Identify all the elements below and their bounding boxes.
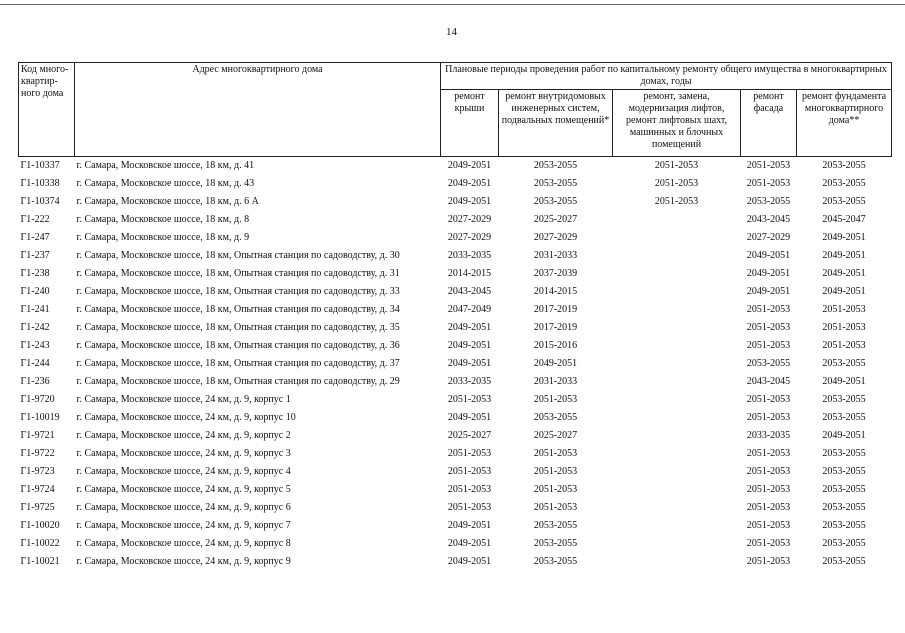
cell-roof: 2033-2035 (447, 250, 492, 261)
cell-lifts (613, 391, 741, 409)
cell-foundation: 2049-2051 (822, 268, 866, 279)
cell-facade: 2043-2045 (746, 376, 791, 387)
cell-internal-systems: 2014-2015 (533, 286, 578, 297)
cell-internal-systems: 2053-2055 (533, 556, 578, 567)
cell-roof: 2049-2051 (447, 160, 492, 171)
cell-facade: 2053-2055 (746, 358, 791, 369)
cell-roof: 2049-2051 (447, 556, 492, 567)
cell-facade: 2051-2053 (746, 178, 791, 189)
table-row (19, 193, 892, 211)
cell-internal-systems: 2053-2055 (533, 412, 578, 423)
cell-foundation: 2051-2053 (822, 304, 866, 315)
cell-facade: 2033-2035 (746, 430, 791, 441)
cell-code: Г1-240 (20, 286, 50, 297)
cell-lifts (613, 229, 741, 247)
cell-lifts (613, 337, 741, 355)
table-row (19, 247, 892, 265)
cell-code: Г1-10020 (20, 520, 60, 531)
cell-foundation: 2053-2055 (822, 412, 866, 423)
cell-lifts (613, 247, 741, 265)
cell-facade: 2051-2053 (746, 556, 791, 567)
table-row (19, 283, 892, 301)
cell-facade: 2043-2045 (746, 214, 791, 225)
cell-roof: 2049-2051 (447, 412, 492, 423)
cell-foundation: 2053-2055 (822, 520, 866, 531)
cell-code: Г1-9724 (20, 484, 55, 495)
table-row (19, 175, 892, 193)
cell-roof: 2051-2053 (447, 502, 492, 513)
cell-facade: 2051-2053 (746, 448, 791, 459)
cell-roof: 2051-2053 (447, 394, 492, 405)
cell-address: г. Самара, Московское шоссе, 18 км, д. 9 (76, 232, 250, 243)
table-row (19, 517, 892, 535)
table-row (19, 373, 892, 391)
cell-lifts (613, 427, 741, 445)
cell-address: г. Самара, Московское шоссе, 18 км, д. 43 (76, 178, 255, 189)
cell-address: г. Самара, Московское шоссе, 24 км, д. 9, корпус 4 (76, 466, 291, 477)
cell-address: г. Самара, Московское шоссе, 18 км, Опытная станция по садоводству, д. 37 (76, 358, 400, 369)
cell-lifts (613, 211, 741, 229)
header-internal-systems: ремонт внутридомовых инженерных систем, подвальных помещений* (499, 90, 613, 157)
header-roof: ремонт крыши (441, 90, 499, 157)
cell-foundation: 2053-2055 (822, 466, 866, 477)
cell-facade: 2051-2053 (746, 394, 791, 405)
cell-roof: 2049-2051 (447, 322, 492, 333)
top-rule (0, 4, 905, 5)
table-row (19, 211, 892, 229)
cell-foundation: 2045-2047 (822, 214, 866, 225)
cell-internal-systems: 2053-2055 (533, 178, 578, 189)
cell-code: Г1-10022 (20, 538, 60, 549)
cell-roof: 2043-2045 (447, 286, 492, 297)
cell-internal-systems: 2053-2055 (533, 538, 578, 549)
table-row (19, 355, 892, 373)
cell-internal-systems: 2051-2053 (533, 502, 578, 513)
cell-address: г. Самара, Московское шоссе, 24 км, д. 9, корпус 9 (76, 556, 291, 567)
cell-lifts (613, 517, 741, 535)
cell-foundation: 2053-2055 (822, 502, 866, 513)
cell-address: г. Самара, Московское шоссе, 18 км, д. 41 (76, 160, 255, 171)
cell-address: г. Самара, Московское шоссе, 18 км, Опытная станция по садоводству, д. 30 (76, 250, 400, 261)
cell-code: Г1-10374 (20, 196, 60, 207)
cell-code: Г1-243 (20, 340, 50, 351)
cell-facade: 2051-2053 (746, 304, 791, 315)
cell-facade: 2051-2053 (746, 502, 791, 513)
cell-address: г. Самара, Московское шоссе, 24 км, д. 9, корпус 8 (76, 538, 291, 549)
cell-address: г. Самара, Московское шоссе, 18 км, Опытная станция по садоводству, д. 31 (76, 268, 400, 279)
cell-roof: 2051-2053 (447, 484, 492, 495)
cell-internal-systems: 2053-2055 (533, 520, 578, 531)
cell-address: г. Самара, Московское шоссе, 18 км, д. 8 (76, 214, 250, 225)
cell-facade: 2051-2053 (746, 412, 791, 423)
cell-code: Г1-9722 (20, 448, 55, 459)
cell-code: Г1-9723 (20, 466, 55, 477)
cell-lifts (613, 355, 741, 373)
table-row (19, 499, 892, 517)
cell-lifts (613, 283, 741, 301)
table-row (19, 229, 892, 247)
cell-roof: 2027-2029 (447, 214, 492, 225)
cell-address: г. Самара, Московское шоссе, 18 км, Опытная станция по садоводству, д. 36 (76, 340, 400, 351)
cell-foundation: 2053-2055 (822, 178, 866, 189)
cell-code: Г1-247 (20, 232, 50, 243)
cell-internal-systems: 2027-2029 (533, 232, 578, 243)
cell-address: г. Самара, Московское шоссе, 24 км, д. 9, корпус 10 (76, 412, 296, 423)
cell-lifts (613, 553, 741, 571)
table-row (19, 319, 892, 337)
header-code: Код много-квартир-ного дома (19, 63, 75, 157)
table-row (19, 301, 892, 319)
cell-internal-systems: 2053-2055 (533, 160, 578, 171)
cell-lifts (613, 409, 741, 427)
cell-facade: 2049-2051 (746, 268, 791, 279)
cell-foundation: 2053-2055 (822, 538, 866, 549)
cell-address: г. Самара, Московское шоссе, 18 км, Опытная станция по садоводству, д. 34 (76, 304, 400, 315)
cell-facade: 2051-2053 (746, 484, 791, 495)
cell-address: г. Самара, Московское шоссе, 24 км, д. 9, корпус 2 (76, 430, 291, 441)
cell-address: г. Самара, Московское шоссе, 24 км, д. 9, корпус 3 (76, 448, 291, 459)
cell-roof: 2047-2049 (447, 304, 492, 315)
cell-facade: 2027-2029 (746, 232, 791, 243)
cell-roof: 2051-2053 (447, 466, 492, 477)
table-row (19, 535, 892, 553)
cell-internal-systems: 2017-2019 (533, 304, 578, 315)
cell-facade: 2051-2053 (746, 160, 791, 171)
cell-address: г. Самара, Московское шоссе, 24 км, д. 9, корпус 1 (76, 394, 291, 405)
cell-internal-systems: 2051-2053 (533, 448, 578, 459)
cell-foundation: 2053-2055 (822, 358, 866, 369)
cell-address: г. Самара, Московское шоссе, 18 км, д. 6 А (76, 196, 259, 207)
cell-internal-systems: 2015-2016 (533, 340, 578, 351)
cell-code: Г1-242 (20, 322, 50, 333)
table-row (19, 553, 892, 571)
cell-foundation: 2049-2051 (822, 232, 866, 243)
cell-internal-systems: 2051-2053 (533, 394, 578, 405)
cell-foundation: 2051-2053 (822, 340, 866, 351)
cell-code: Г1-9725 (20, 502, 55, 513)
cell-roof: 2051-2053 (447, 448, 492, 459)
cell-roof: 2025-2027 (447, 430, 492, 441)
cell-facade: 2053-2055 (746, 196, 791, 207)
cell-internal-systems: 2017-2019 (533, 322, 578, 333)
cell-internal-systems: 2051-2053 (533, 466, 578, 477)
cell-roof: 2033-2035 (447, 376, 492, 387)
cell-lifts (613, 445, 741, 463)
cell-foundation: 2049-2051 (822, 250, 866, 261)
cell-code: Г1-222 (20, 214, 50, 225)
cell-internal-systems: 2031-2033 (533, 376, 578, 387)
cell-code: Г1-241 (20, 304, 50, 315)
table-row (19, 445, 892, 463)
table-row (19, 157, 892, 176)
cell-address: г. Самара, Московское шоссе, 18 км, Опытная станция по садоводству, д. 29 (76, 376, 400, 387)
table-row (19, 481, 892, 499)
cell-foundation: 2053-2055 (822, 196, 866, 207)
table-row (19, 409, 892, 427)
cell-roof: 2014-2015 (447, 268, 492, 279)
cell-foundation: 2053-2055 (822, 556, 866, 567)
page-number: 14 (446, 26, 457, 38)
cell-lifts (613, 463, 741, 481)
header-address: Адрес многоквартирного дома (75, 63, 441, 157)
cell-code: Г1-10337 (20, 160, 60, 171)
cell-roof: 2049-2051 (447, 340, 492, 351)
cell-roof: 2049-2051 (447, 178, 492, 189)
cell-facade: 2051-2053 (746, 340, 791, 351)
cell-internal-systems: 2031-2033 (533, 250, 578, 261)
cell-facade: 2051-2053 (746, 538, 791, 549)
cell-roof: 2027-2029 (447, 232, 492, 243)
header-planned-periods: Плановые периоды проведения работ по капитальному ремонту общего имущества в многоквартирных домах, годы (441, 63, 892, 90)
table-row (19, 391, 892, 409)
table-row (19, 463, 892, 481)
cell-internal-systems: 2037-2039 (533, 268, 578, 279)
cell-foundation: 2049-2051 (822, 376, 866, 387)
header-foundation: ремонт фундамента многоквартирного дома** (797, 90, 892, 157)
header-facade: ремонт фасада (741, 90, 797, 157)
cell-lifts: 2051-2053 (654, 196, 699, 207)
cell-code: Г1-237 (20, 250, 50, 261)
cell-lifts (613, 319, 741, 337)
cell-facade: 2049-2051 (746, 286, 791, 297)
cell-foundation: 2053-2055 (822, 394, 866, 405)
cell-code: Г1-9720 (20, 394, 55, 405)
cell-foundation: 2049-2051 (822, 430, 866, 441)
cell-lifts (613, 535, 741, 553)
header-lifts: ремонт, замена, модернизация лифтов, ремонт лифтовых шахт, машинных и блочных помещений (613, 90, 741, 157)
cell-roof: 2049-2051 (447, 538, 492, 549)
cell-internal-systems: 2025-2027 (533, 430, 578, 441)
cell-lifts: 2051-2053 (654, 178, 699, 189)
cell-lifts (613, 499, 741, 517)
cell-code: Г1-236 (20, 376, 50, 387)
repair-schedule-table (18, 62, 892, 571)
cell-code: Г1-10338 (20, 178, 60, 189)
cell-lifts (613, 265, 741, 283)
cell-code: Г1-244 (20, 358, 50, 369)
cell-internal-systems: 2051-2053 (533, 484, 578, 495)
cell-foundation: 2053-2055 (822, 484, 866, 495)
cell-address: г. Самара, Московское шоссе, 18 км, Опытная станция по садоводству, д. 33 (76, 286, 400, 297)
cell-roof: 2049-2051 (447, 358, 492, 369)
cell-facade: 2051-2053 (746, 520, 791, 531)
cell-roof: 2049-2051 (447, 520, 492, 531)
cell-roof: 2049-2051 (447, 196, 492, 207)
cell-internal-systems: 2049-2051 (533, 358, 578, 369)
cell-address: г. Самара, Московское шоссе, 18 км, Опытная станция по садоводству, д. 35 (76, 322, 400, 333)
table-row (19, 265, 892, 283)
cell-lifts (613, 373, 741, 391)
cell-address: г. Самара, Московское шоссе, 24 км, д. 9, корпус 7 (76, 520, 291, 531)
cell-foundation: 2053-2055 (822, 160, 866, 171)
cell-foundation: 2053-2055 (822, 448, 866, 459)
cell-internal-systems: 2053-2055 (533, 196, 578, 207)
cell-lifts (613, 301, 741, 319)
cell-code: Г1-238 (20, 268, 50, 279)
table-row (19, 427, 892, 445)
cell-code: Г1-9721 (20, 430, 55, 441)
cell-foundation: 2051-2053 (822, 322, 866, 333)
cell-address: г. Самара, Московское шоссе, 24 км, д. 9, корпус 6 (76, 502, 291, 513)
table-row (19, 337, 892, 355)
cell-lifts (613, 481, 741, 499)
cell-lifts: 2051-2053 (654, 160, 699, 171)
cell-facade: 2051-2053 (746, 322, 791, 333)
cell-internal-systems: 2025-2027 (533, 214, 578, 225)
cell-address: г. Самара, Московское шоссе, 24 км, д. 9, корпус 5 (76, 484, 291, 495)
cell-foundation: 2049-2051 (822, 286, 866, 297)
cell-facade: 2049-2051 (746, 250, 791, 261)
cell-code: Г1-10021 (20, 556, 60, 567)
cell-facade: 2051-2053 (746, 466, 791, 477)
cell-code: Г1-10019 (20, 412, 60, 423)
